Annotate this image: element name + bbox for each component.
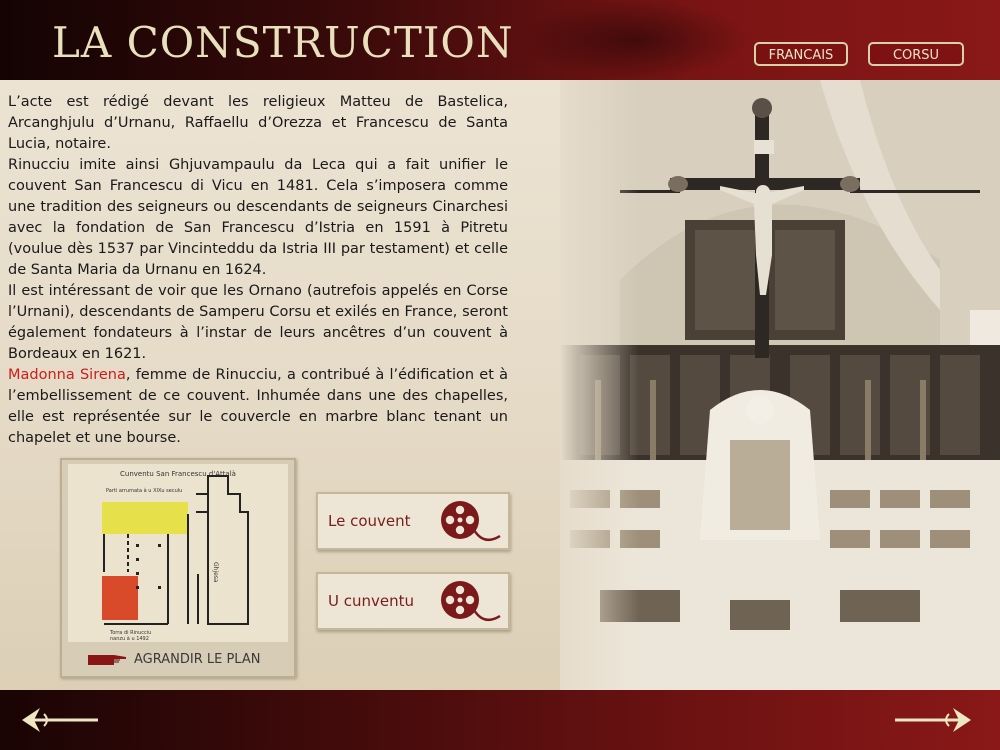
- enlarge-plan-label: AGRANDIR LE PLAN: [134, 651, 261, 667]
- plan-note-top: Parti arrumata à u XIXu seculu: [106, 488, 183, 494]
- arrow-right-icon[interactable]: [893, 706, 973, 734]
- footer-bar: [0, 690, 1000, 750]
- plan-note-bottom-1: Torra di Rinucciu: [110, 630, 152, 636]
- content-area: [0, 80, 1000, 690]
- video-button-u-cunventu[interactable]: [316, 572, 510, 630]
- film-reel-icon: [440, 500, 504, 546]
- header-bar: [0, 0, 1000, 80]
- enlarge-plan-button[interactable]: [88, 649, 260, 669]
- paragraph-2: Rinucciu imite ainsi Ghjuvampaulu da Leca qui a fait unifier le couvent San Francescu di Vicu en 1481. Cela s’imposera comme une tradition des seigneurs ou descendants de seigneurs Cinarchesi avec la fondation de San Francescu d’Istria en 1591 à Pitretu (voulue dès 1537 par Vincinteddu da Istria III par testament) et celle de Santa Maria da Urnanu en 1624.: [8, 157, 508, 278]
- paragraph-3: Il est intéressant de voir que les Ornano (autrefois appelés en Corse l’Urnani), descendants de Samperu Corsu et exilés en France, seront également fondateurs à l’instar de leurs ancêtres d’un couvent à Bordeaux en 1621.: [8, 283, 508, 362]
- language-french-button[interactable]: FRANCAIS: [754, 42, 848, 66]
- language-corsu-button[interactable]: CORSU: [868, 42, 964, 66]
- floor-plan-drawing: [68, 464, 288, 642]
- arrow-left-icon[interactable]: [20, 706, 100, 734]
- plan-caption: Cunventu San Francescu d'Attalà: [120, 470, 236, 478]
- page-title: LA CONSTRUCTION: [52, 18, 514, 67]
- video-label: Le couvent: [328, 512, 411, 530]
- video-button-le-couvent[interactable]: [316, 492, 510, 550]
- church-altar-photo: [560, 80, 1000, 690]
- plan-note-bottom-2: nanzu à u 1492: [110, 636, 149, 642]
- plan-image: [68, 464, 288, 642]
- paragraph-4: [8, 365, 508, 449]
- plan-note-bottom: [110, 630, 151, 642]
- article-text: [8, 92, 508, 449]
- pointing-hand-icon: [88, 651, 128, 667]
- paragraph-4-text: , femme de Rinucciu, a contribué à l’édification et à l’embellissement de ce couvent. Inhumée dans une des chapelles, elle est représentée sur le couvercle en marbre blanc tenant un chapelet et une bourse.: [8, 367, 509, 446]
- video-label: U cunventu: [328, 592, 415, 610]
- film-reel-icon: [440, 580, 504, 626]
- madonna-sirena-link[interactable]: Madonna Sirena: [8, 367, 126, 383]
- convent-plan-thumbnail[interactable]: [60, 458, 296, 678]
- plan-church-label: Ghjesa: [212, 562, 219, 583]
- paragraph-1: L’acte est rédigé devant les religieux Matteu de Bastelica, Arcanghjulu d’Urnanu, Raffaellu d’Orezza et Francescu de Santa Lucia, notaire.: [8, 94, 508, 152]
